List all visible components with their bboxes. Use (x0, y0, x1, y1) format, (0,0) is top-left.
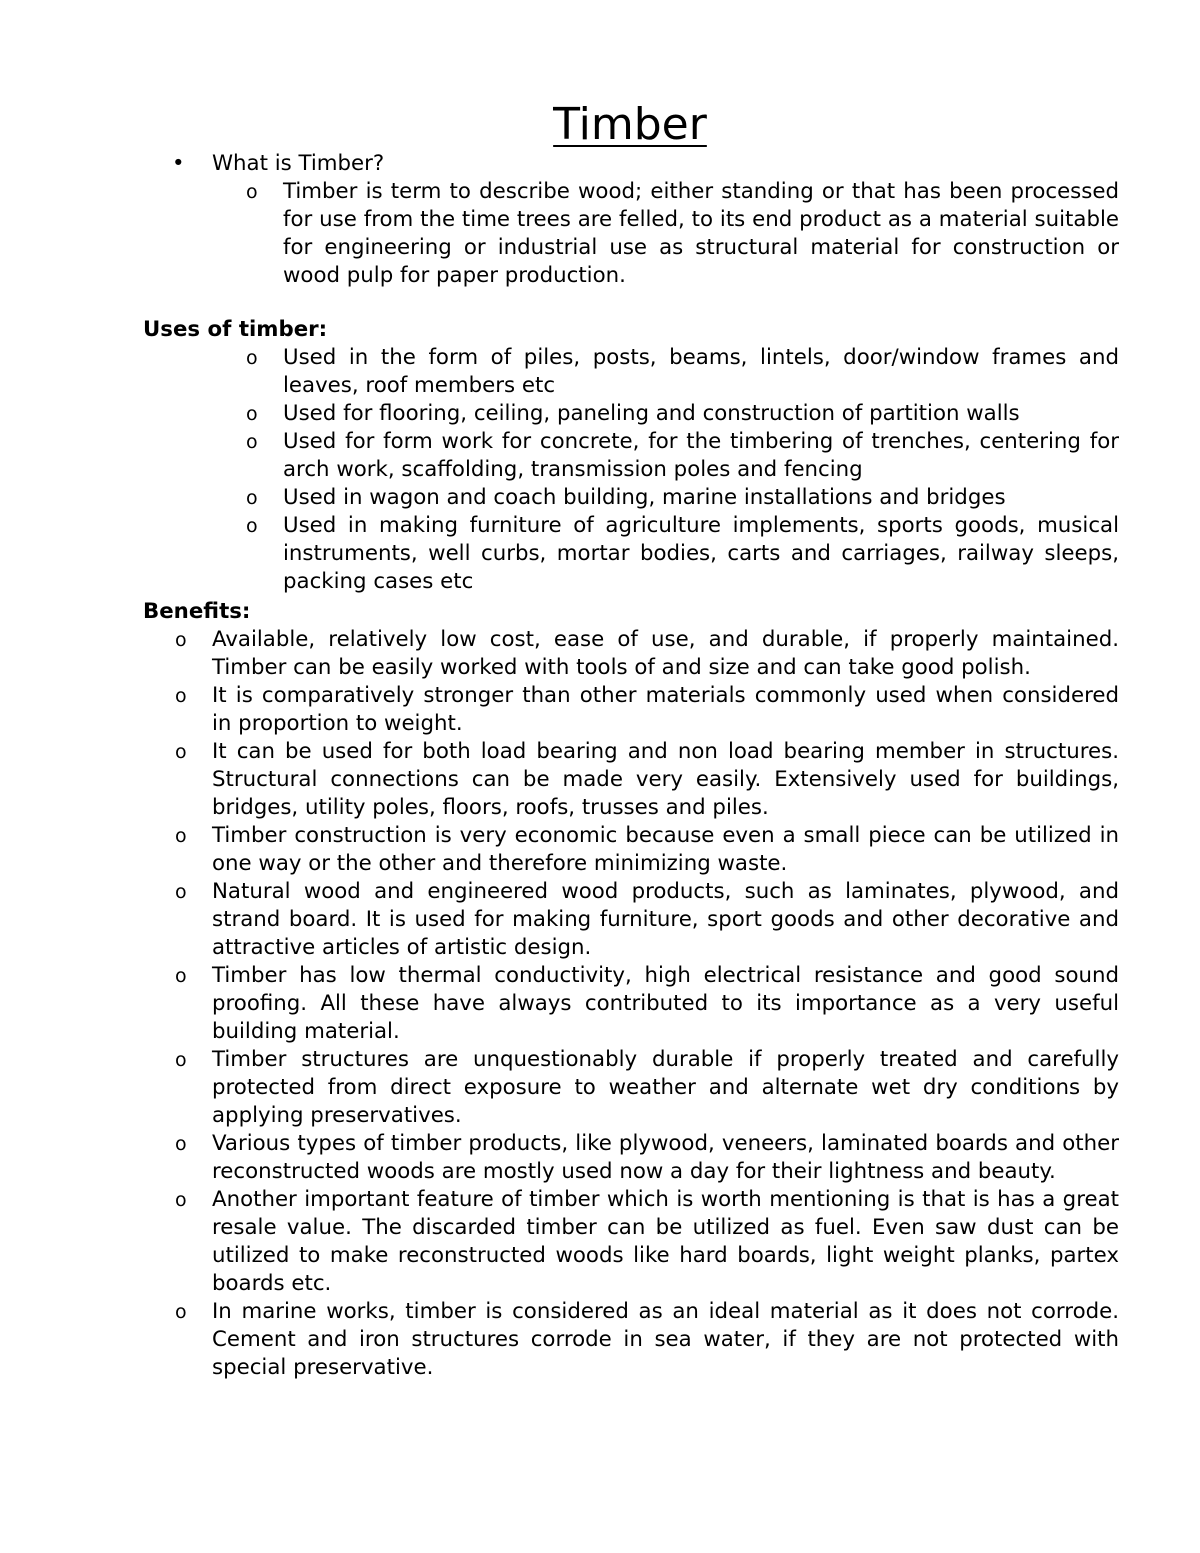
page-title: Timber (553, 99, 707, 150)
sub-bullet-marker: o (175, 1189, 187, 1211)
list-item (175, 738, 1119, 822)
sub-bullet-marker: o (175, 881, 187, 903)
list-item (175, 1046, 1119, 1130)
list-item (175, 626, 1119, 682)
benefits-item-text: Available, relatively low cost, ease of use, and durable, if properly maintained. Timber can be easily worked with tools of and size and can take good polish. (212, 627, 1119, 680)
uses-item-text: Used in the form of piles, posts, beams, lintels, door/window frames and leaves, roof members etc (283, 345, 1119, 398)
benefits-item-text: Timber construction is very economic because even a small piece can be utilized in one way or the other and therefore minimizing waste. (212, 823, 1119, 876)
list-item (246, 344, 1119, 400)
list-item (175, 1186, 1119, 1298)
list-item (175, 878, 1119, 962)
uses-item-text: Used in wagon and coach building, marine installations and bridges (283, 485, 1006, 510)
benefits-heading: Benefits: (143, 599, 251, 624)
uses-heading: Uses of timber: (143, 317, 328, 342)
sub-bullet-marker: o (175, 685, 187, 707)
list-item (246, 484, 1119, 512)
list-item (246, 400, 1119, 428)
intro-answer-list (246, 178, 1119, 290)
bullet-marker: • (172, 151, 185, 176)
sub-bullet-marker: o (246, 515, 258, 537)
uses-item-text: Used in making furniture of agriculture implements, sports goods, musical instruments, well curbs, mortar bodies, carts and carriages, railway sleeps, packing cases etc (283, 513, 1119, 594)
sub-bullet-marker: o (246, 181, 258, 203)
benefits-item-text: Various types of timber products, like plywood, veneers, laminated boards and other reconstructed woods are mostly used now a day for their lightness and beauty. (212, 1131, 1119, 1184)
sub-bullet-marker: o (175, 825, 187, 847)
sub-bullet-marker: o (175, 1301, 187, 1323)
intro-answer: Timber is term to describe wood; either standing or that has been processed for use from the time trees are felled, to its end product as a material suitable for engineering or industrial use as structural material for construction or wood pulp for paper production. (283, 179, 1119, 288)
list-item (246, 512, 1119, 596)
intro-question: What is Timber? (212, 151, 385, 176)
list-item (246, 178, 1119, 290)
benefits-item-text: It can be used for both load bearing and non load bearing member in structures. Structural connections can be made very easily. Extensively used for buildings, bridges, utility poles, floors, roofs, trusses and piles. (212, 739, 1119, 820)
sub-bullet-marker: o (246, 487, 258, 509)
benefits-item-text: In marine works, timber is considered as an ideal material as it does not corrode. Cement and iron structures corrode in sea water, if they are not protected with special preservative. (212, 1299, 1119, 1380)
list-item (175, 1298, 1119, 1382)
uses-item-text: Used for form work for concrete, for the timbering of trenches, centering for arch work, scaffolding, transmission poles and fencing (283, 429, 1119, 482)
uses-item-text: Used for flooring, ceiling, paneling and construction of partition walls (283, 401, 1020, 426)
benefits-item-text: It is comparatively stronger than other materials commonly used when considered in proportion to weight. (212, 683, 1119, 736)
benefits-list (175, 626, 1119, 1382)
list-item (175, 822, 1119, 878)
sub-bullet-marker: o (175, 1049, 187, 1071)
sub-bullet-marker: o (175, 965, 187, 987)
sub-bullet-marker: o (246, 347, 258, 369)
sub-bullet-marker: o (175, 1133, 187, 1155)
sub-bullet-marker: o (175, 629, 187, 651)
benefits-item-text: Timber has low thermal conductivity, high electrical resistance and good sound proofing. All these have always contributed to its importance as a very useful building material. (212, 963, 1119, 1044)
list-item (175, 682, 1119, 738)
sub-bullet-marker: o (246, 431, 258, 453)
uses-list (246, 344, 1119, 596)
benefits-item-text: Another important feature of timber which is worth mentioning is that is has a great resale value. The discarded timber can be utilized as fuel. Even saw dust can be utilized to make reconstructed woods like hard boards, light weight planks, partex boards etc. (212, 1187, 1119, 1296)
list-item (175, 1130, 1119, 1186)
list-item (175, 962, 1119, 1046)
benefits-item-text: Natural wood and engineered wood products, such as laminates, plywood, and strand board. It is used for making furniture, sport goods and other decorative and attractive articles of artistic design. (212, 879, 1119, 960)
sub-bullet-marker: o (246, 403, 258, 425)
list-item (246, 428, 1119, 484)
sub-bullet-marker: o (175, 741, 187, 763)
benefits-item-text: Timber structures are unquestionably durable if properly treated and carefully protected from direct exposure to weather and alternate wet dry conditions by applying preservatives. (212, 1047, 1119, 1128)
